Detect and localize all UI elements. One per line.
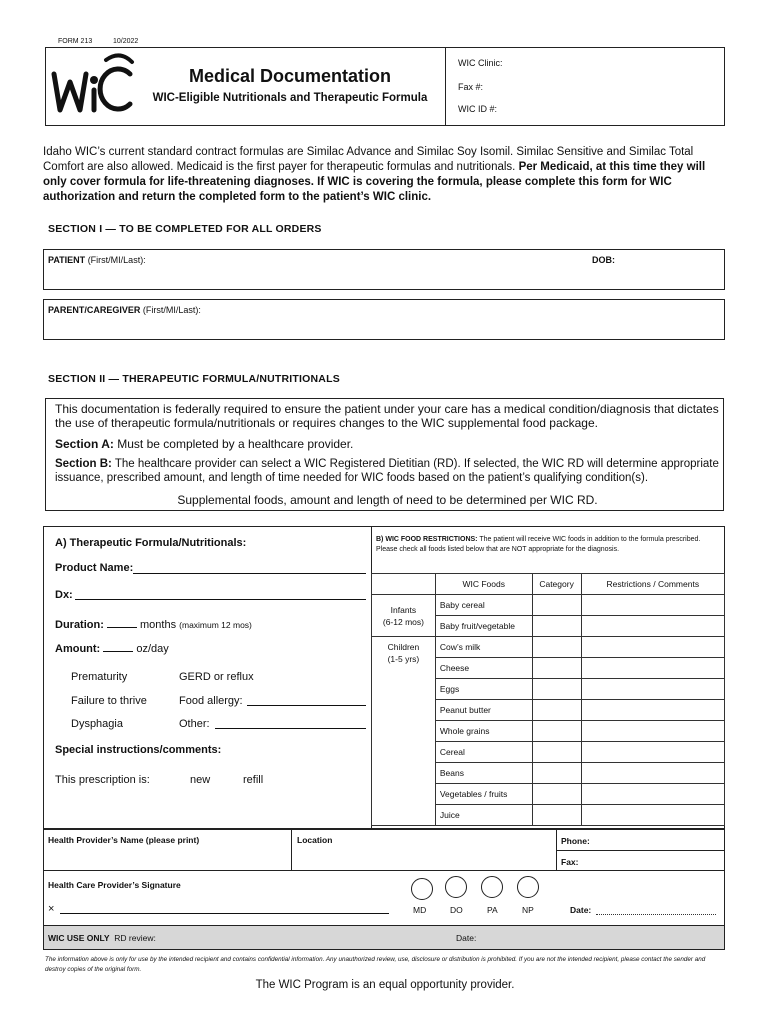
prescription-type-label: This prescription is: [55,774,150,786]
food-cell: Cow’s milk [435,637,532,658]
np-label: NP [522,905,534,915]
food-cell: Juice [435,805,532,826]
food-cell: Peanut butter [435,700,532,721]
wic-clinic-label: WIC Clinic: [458,58,503,68]
parent-caregiver-label: PARENT/CAREGIVER (First/MI/Last): [48,305,201,315]
section-1-heading: SECTION I — TO BE COMPLETED FOR ALL ORDERS [48,223,322,235]
do-radio[interactable] [445,876,467,898]
provider-fax-input[interactable] [585,854,722,869]
food-cell: Eggs [435,679,532,700]
wic-id-label: WIC ID #: [458,104,498,114]
dx-label: Dx: [55,589,73,601]
category-check-cell[interactable] [532,700,581,721]
duration-input[interactable] [107,617,137,628]
dob-label: DOB: [592,255,615,265]
category-check-cell[interactable] [532,763,581,784]
location-input[interactable] [297,848,551,868]
pa-label: PA [487,905,498,915]
wic-clinic-field[interactable] [510,55,715,69]
phone-label: Phone: [561,836,590,846]
condition-other[interactable]: Other: [179,718,210,730]
restriction-comment-cell[interactable] [581,784,724,805]
restriction-comment-cell[interactable] [581,637,724,658]
food-cell: Baby cereal [435,595,532,616]
category-check-cell[interactable] [532,658,581,679]
category-check-cell[interactable] [532,742,581,763]
wic-id-field[interactable] [500,101,715,115]
food-cell: Vegetables / fruits [435,784,532,805]
wic-use-only-row: WIC USE ONLY RD review: [48,933,156,943]
infants-group-label: Infants (6-12 mos) [372,595,436,637]
np-radio[interactable] [517,876,539,898]
dx-input[interactable] [75,586,366,600]
prescription-refill-option[interactable]: refill [243,774,264,786]
wic-foods-table [371,573,725,826]
provider-name-input[interactable] [48,848,286,868]
food-cell: Whole grains [435,721,532,742]
food-allergy-input[interactable] [247,693,366,706]
table-row [372,595,725,616]
wic-use-date-input[interactable] [484,929,714,947]
special-instructions-label: Special instructions/comments: [55,744,222,756]
category-check-cell[interactable] [532,616,581,637]
signature-date-label: Date: [570,905,592,915]
fax-number-label: Fax #: [458,82,484,92]
col-category: Category [532,574,581,595]
amount-row: Amount: oz/day [55,643,169,655]
confidentiality-notice: The information above is only for use by the intended recipient and contains confidential information. Any unauthorized review, use, disclosure or distribution is prohibited. If you are not the intended recipient, please contact the sender and destroy copies of the original form. [45,956,706,973]
md-radio[interactable] [411,878,433,900]
section-a-note: Section A: Must be completed by a healthcare provider. [55,437,354,451]
condition-gerd[interactable]: GERD or reflux [179,671,254,683]
category-check-cell[interactable] [532,637,581,658]
food-cell: Baby fruit/vegetable [435,616,532,637]
restriction-comment-cell[interactable] [581,763,724,784]
restriction-comment-cell[interactable] [581,742,724,763]
page-title: Medical Documentation [188,66,392,86]
condition-prematurity[interactable]: Prematurity [71,671,128,683]
form-date: 10/2022 [113,38,139,45]
fax-number-field[interactable] [490,79,715,93]
category-check-cell[interactable] [532,595,581,616]
food-cell: Cereal [435,742,532,763]
col-restrictions: Restrictions / Comments [581,574,724,595]
restriction-comment-cell[interactable] [581,700,724,721]
prescription-new-option[interactable]: new [190,774,211,786]
equal-opportunity-statement: The WIC Program is an equal opportunity provider. [255,979,515,991]
signature-date-input[interactable] [596,914,716,915]
table-header-row [372,574,725,595]
intro-paragraph [43,145,728,205]
form-number: FORM 213 [58,38,93,45]
restriction-comment-cell[interactable] [581,721,724,742]
special-instructions-input[interactable] [55,760,365,772]
category-check-cell[interactable] [532,721,581,742]
category-check-cell[interactable] [532,679,581,700]
amount-input[interactable] [103,641,133,652]
provider-name-label: Health Provider’s Name (please print) [48,835,200,845]
food-cell: Cheese [435,658,532,679]
restriction-comment-cell[interactable] [581,805,724,826]
restriction-comment-cell[interactable] [581,616,724,637]
page-subtitle: WIC-Eligible Nutritionals and Therapeutic Formula [152,92,428,104]
pa-radio[interactable] [481,876,503,898]
header-divider [445,47,446,126]
patient-label: PATIENT (First/MI/Last): [48,255,146,265]
notice-footer: Supplemental foods, amount and length of need to be determined per WIC RD. [177,493,598,507]
phone-input[interactable] [592,833,722,848]
duration-row: Duration: months (maximum 12 mos) [55,619,252,631]
category-check-cell[interactable] [532,784,581,805]
signature-input[interactable] [60,900,389,914]
category-check-cell[interactable] [532,805,581,826]
md-label: MD [413,905,427,915]
part-b-heading: B) WIC FOOD RESTRICTIONS: The patient will receive WIC foods in addition to the formula prescribed. Please check all foods listed below that are NOT appropriate for the diagnosis. [376,536,701,553]
condition-dysphagia[interactable]: Dysphagia [71,718,123,730]
other-condition-input[interactable] [215,716,366,729]
rd-review-input[interactable] [118,929,448,947]
children-group-label: Children (1-5 yrs) [372,637,436,826]
signature-label: Health Care Provider’s Signature [48,880,181,890]
section-b-note: Section B: The healthcare provider can select a WIC Registered Dietitian (RD). If selected, the WIC RD will determine appropriate issuance, prescribed amount, and length of time needed for WIC foods based on the patient’s qualifying condition(s). [55,458,719,484]
notice-paragraph: This documentation is federally required to ensure the patient under your care has a medical condition/diagnosis that dictates the use of therapeutic formula/nutritionals or requires changes to the WIC supplemental food package. [55,402,719,430]
wic-use-date-label: Date: [456,933,477,943]
intro-text: Idaho WIC’s current standard contract formulas are Similac Advance and Similac Soy Isomil. Similac Sensitive and Similac Total Comfort are also allowed. Medicaid is the first payer for therapeutic formulas and nutritionals. [43,146,694,173]
condition-food-allergy[interactable]: Food allergy: [179,695,243,707]
product-name-label: Product Name: [55,562,134,574]
restriction-comment-cell[interactable] [581,658,724,679]
phone-fax-divider [556,850,725,851]
col-wic-foods: WIC Foods [435,574,532,595]
intro-bold-text: Per Medicaid, at this time they will only cover formula for life-threatening diagnoses. If WIC is covering the formula, please complete this form for WIC authorization and return the completed form to the patient’s WIC clinic. [43,161,706,203]
product-name-input[interactable] [133,560,366,574]
table-row [372,637,725,658]
food-cell: Beans [435,763,532,784]
signature-x-mark: × [48,903,55,915]
section-2-heading: SECTION II — THERAPEUTIC FORMULA/NUTRITIONALS [48,373,340,385]
wic-logo-icon [50,52,135,120]
location-label: Location [297,835,333,845]
table-header-blank [372,574,436,595]
condition-failure-to-thrive[interactable]: Failure to thrive [71,695,147,707]
part-a-heading: A) Therapeutic Formula/Nutritionals: [55,537,247,549]
do-label: DO [450,905,463,915]
provider-fax-label: Fax: [561,857,579,867]
restriction-comment-cell[interactable] [581,595,724,616]
provider-row-divider-1 [291,829,292,871]
restriction-comment-cell[interactable] [581,679,724,700]
